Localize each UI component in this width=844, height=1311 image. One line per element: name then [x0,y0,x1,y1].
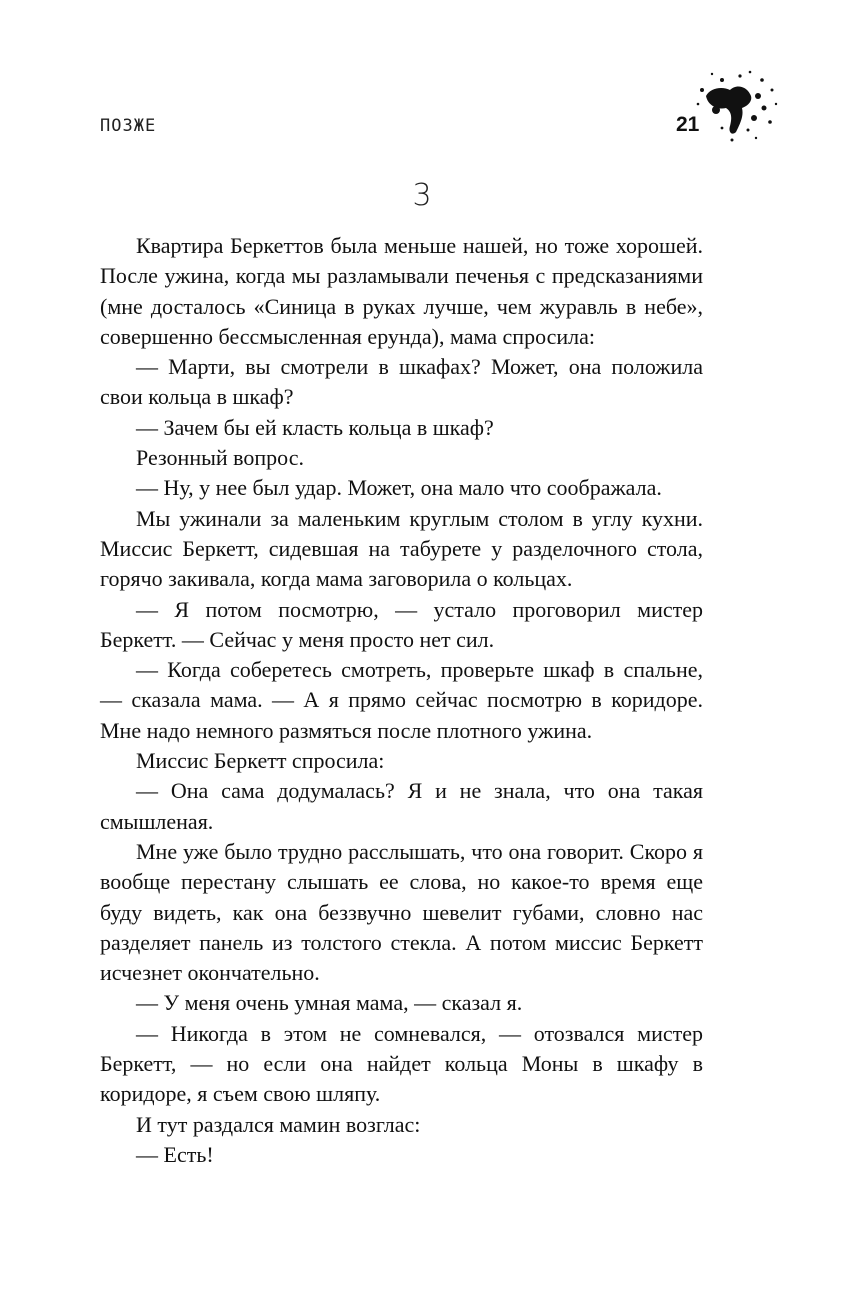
paragraph: Мы ужинали за маленьким круглым столом в углу кухни. Миссис Беркетт, сидевшая на табурете у разделочного стола, горячо закивала, когда мама заговорила о кольцах. [100,505,703,592]
ink-blot-decoration [692,66,782,146]
page-number: 21 [676,113,700,136]
paragraph: — Я потом посмотрю, — устало проговорил мистер Беркетт. — Сейчас у меня просто нет сил. [100,596,703,652]
paragraph: Миссис Беркетт спросила: [136,748,385,774]
paragraph: — Ну, у нее был удар. Может, она мало что соображала. [136,475,662,501]
running-head: ПОЗЖЕ [100,116,157,136]
chapter-number: 3 [412,178,432,213]
paragraph: Квартира Беркеттов была меньше нашей, но тоже хорошей. После ужина, когда мы разламывали печенья с предсказаниями (мне досталось «Синица в руках лучше, чем журавль в небе», совершенно бессмысленная ерунда), мама спросила: [100,233,703,349]
paragraph: — Никогда в этом не сомневался, — отозвался мистер Беркетт, — но если она найдет кольца Моны в шкафу в коридоре, я съем свою шляпу. [100,1020,703,1107]
paragraph: — Зачем бы ей класть кольца в шкаф? [136,414,494,440]
paragraph: Мне уже было трудно расслышать, что она говорит. Скоро я вообще перестану слышать ее слова, но какое-то время еще буду видеть, как она беззвучно шевелит губами, словно нас разделяет панель из толстого стекла. А потом миссис Беркетт исчезнет окончательно. [100,838,703,986]
paragraph: — Есть! [136,1141,214,1167]
paragraph: И тут раздался мамин возглас: [136,1111,421,1137]
paragraph: — Марти, вы смотрели в шкафах? Может, она положила свои кольца в шкаф? [100,354,703,410]
paragraph: — Она сама додумалась? Я и не знала, что она такая смышленая. [100,778,703,834]
body-text [100,231,703,1170]
paragraph: Резонный вопрос. [136,445,304,471]
paragraph: — Когда соберетесь смотреть, проверьте шкаф в спальне, — сказала мама. — А я прямо сейчас посмотрю в коридоре. Мне надо немного размяться после плотного ужина. [100,657,703,743]
paragraph: — У меня очень умная мама, — сказал я. [136,990,523,1016]
